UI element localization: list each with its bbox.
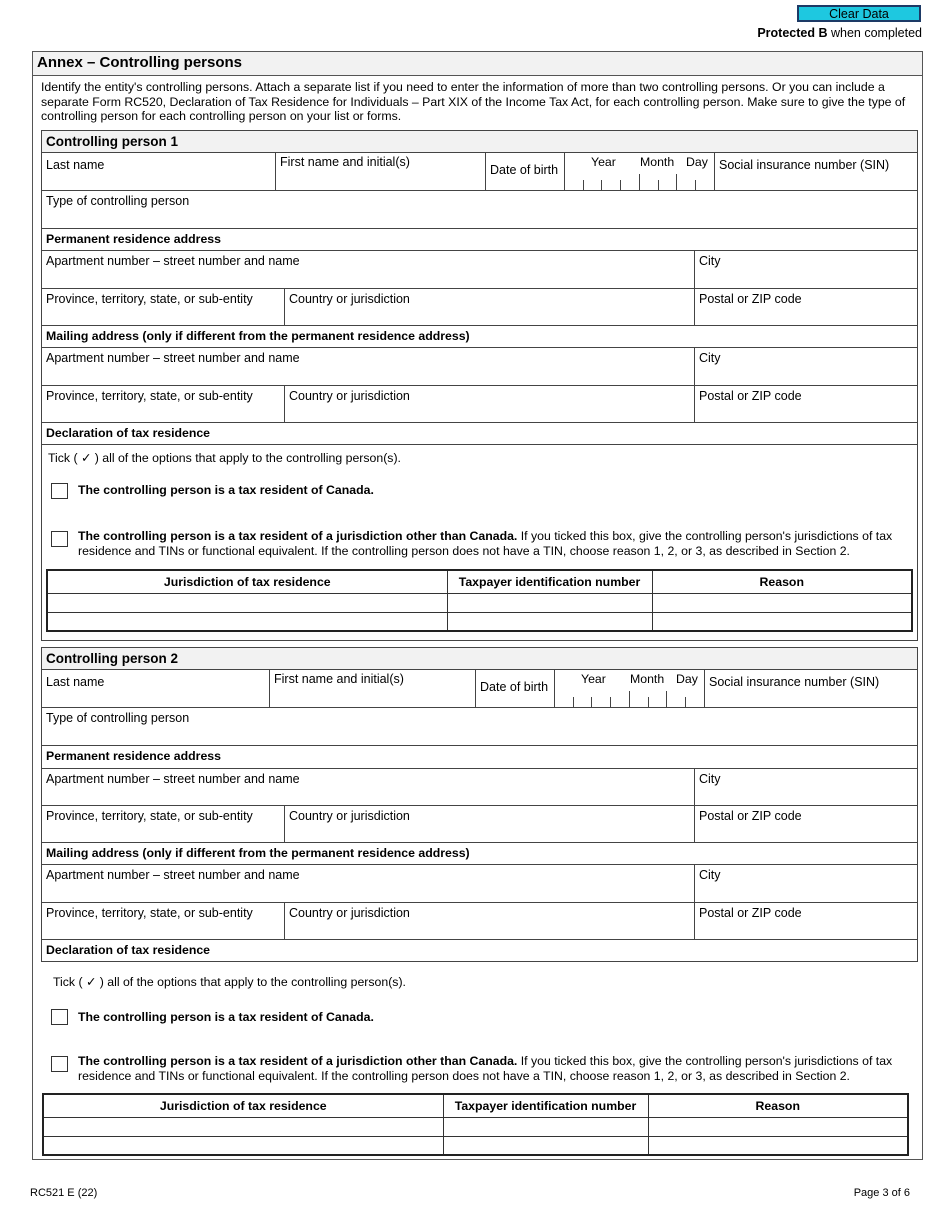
perm-street-field[interactable]: Apartment number – street number and name [46,254,300,268]
mailing-address-heading: Mailing address (only if different from the permanent residence address) [42,326,917,348]
mail-postal-field[interactable]: Postal or ZIP code [694,903,917,939]
first-name-field[interactable]: First name and initial(s) [275,153,485,190]
perm-postal-field[interactable]: Postal or ZIP code [694,289,917,325]
jurisdiction-table [42,1093,909,1156]
protected-b-notice: Protected B when completed [757,26,922,40]
tick-instruction: Tick ( ✓ ) all of the options that apply to the controlling person(s). [48,451,401,465]
first-name-field[interactable]: First name and initial(s) [269,670,475,707]
clear-data-button[interactable]: Clear Data [797,5,921,22]
jurisdiction-input[interactable] [43,1136,443,1155]
jurisdiction-input[interactable] [47,612,447,631]
mail-country-field[interactable]: Country or jurisdiction [284,386,694,422]
section-title: Controlling person 1 [42,131,917,153]
identity-row [42,670,917,708]
dob-field[interactable]: Year Month Day [564,153,714,190]
declaration-body [42,445,917,640]
other-resident-checkbox[interactable] [51,1056,68,1072]
col-reason: Reason [648,1094,908,1117]
mail-street-field[interactable]: Apartment number – street number and name [46,868,300,882]
table-row [47,593,912,612]
annex-intro: Identify the entity's controlling persons. Attach a separate list if you need to enter the information of more than two controlling persons. Or you can include a separate Form RC520, Declaration of Tax Residence for Individuals – Part XIX of the Income Tax Act, for each controlling person. Make sure to give the type of controlling person for each controlling person on your list or forms. [41,80,906,123]
col-jurisdiction: Jurisdiction of tax residence [43,1094,443,1117]
reason-input[interactable] [652,612,912,631]
mail-city-field[interactable]: City [694,865,917,902]
jurisdiction-table [46,569,913,632]
last-name-field[interactable]: Last name [46,675,105,689]
canada-resident-label: The controlling person is a tax resident of Canada. [78,1010,374,1024]
dob-label: Date of birth [475,670,554,707]
perm-province-field[interactable]: Province, territory, state, or sub-entity [46,809,253,823]
controlling-person-2 [41,647,918,962]
mail-postal-field[interactable]: Postal or ZIP code [694,386,917,422]
jurisdiction-input[interactable] [47,593,447,612]
sin-field[interactable]: Social insurance number (SIN) [714,153,917,190]
table-row [47,612,912,631]
annex-section [32,51,923,1160]
controlling-person-1 [41,130,918,641]
col-jurisdiction: Jurisdiction of tax residence [47,570,447,593]
tin-input[interactable] [447,612,652,631]
perm-country-field[interactable]: Country or jurisdiction [284,806,694,842]
mail-street-field[interactable]: Apartment number – street number and name [46,351,300,365]
mail-province-field[interactable]: Province, territory, state, or sub-entity [46,906,253,920]
canada-resident-checkbox[interactable] [51,483,68,499]
identity-row [42,153,917,191]
other-resident-label: The controlling person is a tax resident of a jurisdiction other than Canada. If you ticked this box, give the controlling person's jurisdictions of tax residence and TINs or functional equivalent. If the controlling person does not have a TIN, choose reason 1, 2, or 3, as described in Section 2. [78,1054,893,1083]
sin-field[interactable]: Social insurance number (SIN) [704,670,917,707]
perm-street-field[interactable]: Apartment number – street number and name [46,772,300,786]
tick-instruction: Tick ( ✓ ) all of the options that apply to the controlling person(s). [53,975,406,989]
table-row [43,1117,908,1136]
tin-input[interactable] [443,1136,648,1155]
mail-province-field[interactable]: Province, territory, state, or sub-entity [46,389,253,403]
last-name-field[interactable]: Last name [46,158,105,172]
mail-city-field[interactable]: City [694,348,917,385]
tin-input[interactable] [447,593,652,612]
declaration-body-2 [33,967,922,1157]
section-title: Controlling person 2 [42,648,917,670]
canada-resident-label: The controlling person is a tax resident of Canada. [78,483,374,497]
canada-resident-checkbox[interactable] [51,1009,68,1025]
page-number: Page 3 of 6 [853,1187,910,1199]
jurisdiction-input[interactable] [43,1117,443,1136]
mailing-address-heading: Mailing address (only if different from the permanent residence address) [42,843,917,865]
reason-input[interactable] [652,593,912,612]
perm-postal-field[interactable]: Postal or ZIP code [694,806,917,842]
dob-field[interactable]: Year Month Day [554,670,704,707]
col-tin: Taxpayer identification number [447,570,652,593]
perm-province-field[interactable]: Province, territory, state, or sub-entity [46,292,253,306]
permanent-address-heading: Permanent residence address [42,229,917,251]
other-resident-label: The controlling person is a tax resident of a jurisdiction other than Canada. If you ticked this box, give the controlling person's jurisdictions of tax residence and TINs or functional equivalent. If the controlling person does not have a TIN, choose reason 1, 2, or 3, as described in Section 2. [78,529,893,558]
declaration-heading: Declaration of tax residence [42,940,917,962]
table-row [43,1136,908,1155]
reason-input[interactable] [648,1136,908,1155]
col-reason: Reason [652,570,912,593]
mail-country-field[interactable]: Country or jurisdiction [284,903,694,939]
type-field[interactable]: Type of controlling person [42,708,917,746]
dob-label: Date of birth [485,153,564,190]
perm-city-field[interactable]: City [694,769,917,805]
declaration-heading: Declaration of tax residence [42,423,917,445]
col-tin: Taxpayer identification number [443,1094,648,1117]
perm-city-field[interactable]: City [694,251,917,288]
reason-input[interactable] [648,1117,908,1136]
perm-country-field[interactable]: Country or jurisdiction [284,289,694,325]
tin-input[interactable] [443,1117,648,1136]
form-id: RC521 E (22) [30,1187,98,1199]
permanent-address-heading: Permanent residence address [46,749,221,763]
annex-title: Annex – Controlling persons [33,52,922,76]
other-resident-checkbox[interactable] [51,531,68,547]
type-field[interactable]: Type of controlling person [42,191,917,229]
